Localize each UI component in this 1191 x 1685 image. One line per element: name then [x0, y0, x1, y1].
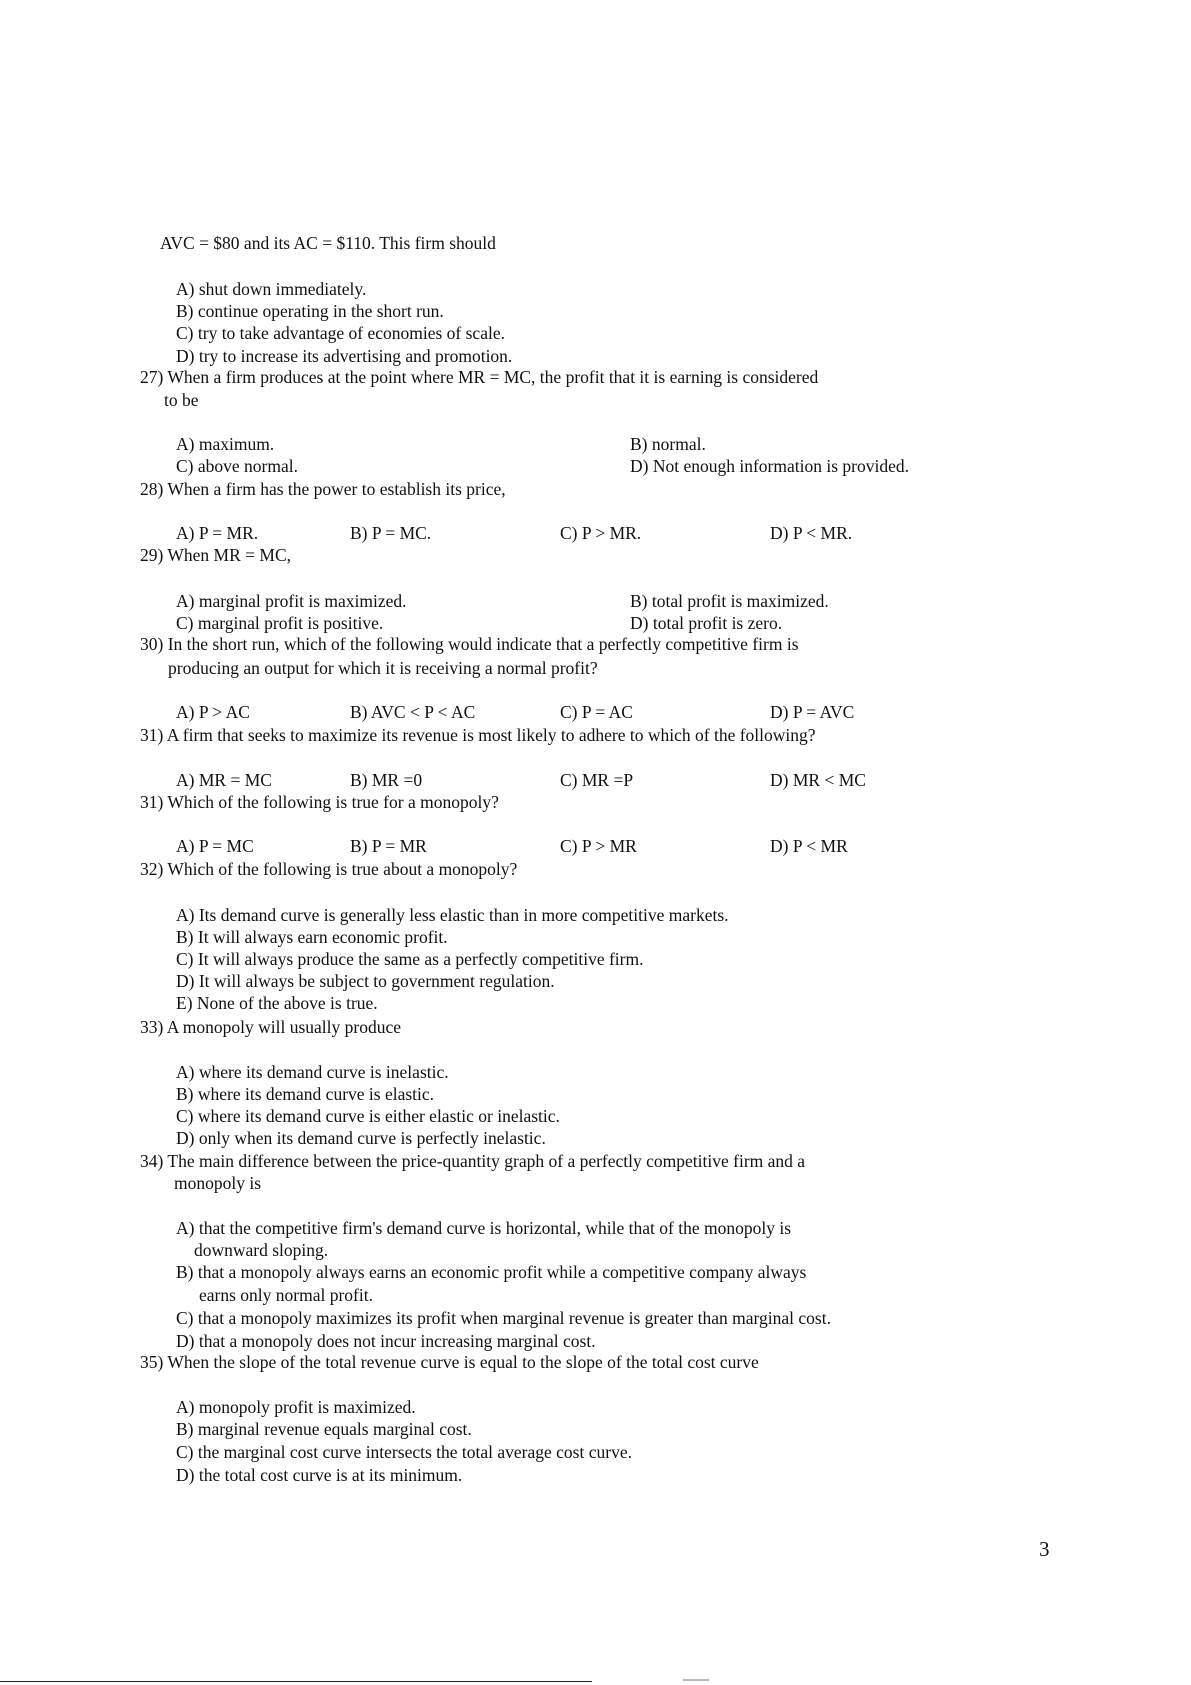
- q35-option-c: C) the marginal cost curve intersects the total average cost curve.: [176, 1442, 632, 1462]
- q35-option-a: A) monopoly profit is maximized.: [176, 1397, 416, 1417]
- q33-option-a: A) where its demand curve is inelastic.: [176, 1062, 449, 1082]
- q28-option-a: A) P = MR.: [176, 523, 259, 543]
- q32-option-a: A) Its demand curve is generally less elastic than in more competitive markets.: [176, 905, 729, 925]
- q32-option-d: D) It will always be subject to government regulation.: [176, 971, 555, 991]
- q29-option-d: D) total profit is zero.: [630, 613, 783, 633]
- q27-option-c: C) above normal.: [176, 456, 298, 476]
- q35-stem: 35) When the slope of the total revenue curve is equal to the slope of the total cost curve: [140, 1352, 759, 1372]
- q26-option-a: A) shut down immediately.: [176, 279, 367, 299]
- q26-option-d: D) try to increase its advertising and promotion.: [176, 346, 513, 366]
- q30-option-b: B) AVC < P < AC: [350, 702, 476, 722]
- q33-stem: 33) A monopoly will usually produce: [140, 1017, 402, 1037]
- q34-option-d: D) that a monopoly does not incur increasing marginal cost.: [176, 1331, 596, 1351]
- q26-stem: AVC = $80 and its AC = $110. This firm should: [160, 233, 496, 253]
- q30-stem-cont: producing an output for which it is receiving a normal profit?: [168, 658, 598, 678]
- q34-option-a: A) that the competitive firm's demand curve is horizontal, while that of the monopoly is: [176, 1218, 792, 1238]
- q32-option-b: B) It will always earn economic profit.: [176, 927, 448, 947]
- q31a-stem: 31) A firm that seeks to maximize its revenue is most likely to adhere to which of the following?: [140, 725, 816, 745]
- q35-option-b: B) marginal revenue equals marginal cost.: [176, 1419, 472, 1439]
- q28-option-c: C) P > MR.: [560, 523, 642, 543]
- q26-option-b: B) continue operating in the short run.: [176, 301, 444, 321]
- q28-option-b: B) P = MC.: [350, 523, 432, 543]
- q30-option-c: C) P = AC: [560, 702, 633, 722]
- page-number: 3: [1039, 1537, 1050, 1561]
- q34-option-b: B) that a monopoly always earns an economic profit while a competitive company always: [176, 1262, 807, 1282]
- q33-option-d: D) only when its demand curve is perfectly inelastic.: [176, 1128, 546, 1148]
- q27-option-d: D) Not enough information is provided.: [630, 456, 909, 476]
- q34-stem: 34) The main difference between the price-quantity graph of a perfectly competitive firm and a: [140, 1151, 806, 1171]
- q33-option-c: C) where its demand curve is either elastic or inelastic.: [176, 1106, 560, 1126]
- q30-option-a: A) P > AC: [176, 702, 250, 722]
- q26-option-c: C) try to take advantage of economies of scale.: [176, 323, 505, 343]
- q29-stem: 29) When MR = MC,: [140, 545, 292, 565]
- q27-option-a: A) maximum.: [176, 434, 275, 454]
- q32-option-c: C) It will always produce the same as a perfectly competitive firm.: [176, 949, 644, 969]
- q31b-option-b: B) P = MR: [350, 836, 427, 856]
- q30-stem: 30) In the short run, which of the following would indicate that a perfectly competitive firm is: [140, 634, 799, 654]
- q29-option-a: A) marginal profit is maximized.: [176, 591, 407, 611]
- q28-option-d: D) P < MR.: [770, 523, 853, 543]
- q31b-stem: 31) Which of the following is true for a monopoly?: [140, 792, 499, 812]
- q31a-option-c: C) MR =P: [560, 770, 634, 790]
- q31a-option-b: B) MR =0: [350, 770, 423, 790]
- q33-option-b: B) where its demand curve is elastic.: [176, 1084, 435, 1104]
- q34-stem-cont: monopoly is: [174, 1173, 262, 1193]
- footer-rule: [0, 1681, 592, 1682]
- q34-option-b-cont: earns only normal profit.: [199, 1285, 373, 1305]
- q31a-option-d: D) MR < MC: [770, 770, 866, 790]
- footer-mark: [683, 1679, 709, 1681]
- q27-stem: 27) When a firm produces at the point where MR = MC, the profit that it is earning is considered: [140, 367, 819, 387]
- q30-option-d: D) P = AVC: [770, 702, 855, 722]
- q34-option-c: C) that a monopoly maximizes its profit when marginal revenue is greater than marginal cost.: [176, 1308, 831, 1328]
- q27-option-b: B) normal.: [630, 434, 706, 454]
- q27-stem-cont: to be: [164, 390, 199, 410]
- q31b-option-d: D) P < MR: [770, 836, 848, 856]
- q29-option-c: C) marginal profit is positive.: [176, 613, 384, 633]
- q31b-option-c: C) P > MR: [560, 836, 637, 856]
- q28-stem: 28) When a firm has the power to establish its price,: [140, 479, 506, 499]
- q34-option-a-cont: downward sloping.: [194, 1240, 329, 1260]
- q29-option-b: B) total profit is maximized.: [630, 591, 829, 611]
- q32-stem: 32) Which of the following is true about a monopoly?: [140, 859, 518, 879]
- q32-option-e: E) None of the above is true.: [176, 993, 378, 1013]
- q31b-option-a: A) P = MC: [176, 836, 254, 856]
- q35-option-d: D) the total cost curve is at its minimum.: [176, 1465, 463, 1485]
- q31a-option-a: A) MR = MC: [176, 770, 272, 790]
